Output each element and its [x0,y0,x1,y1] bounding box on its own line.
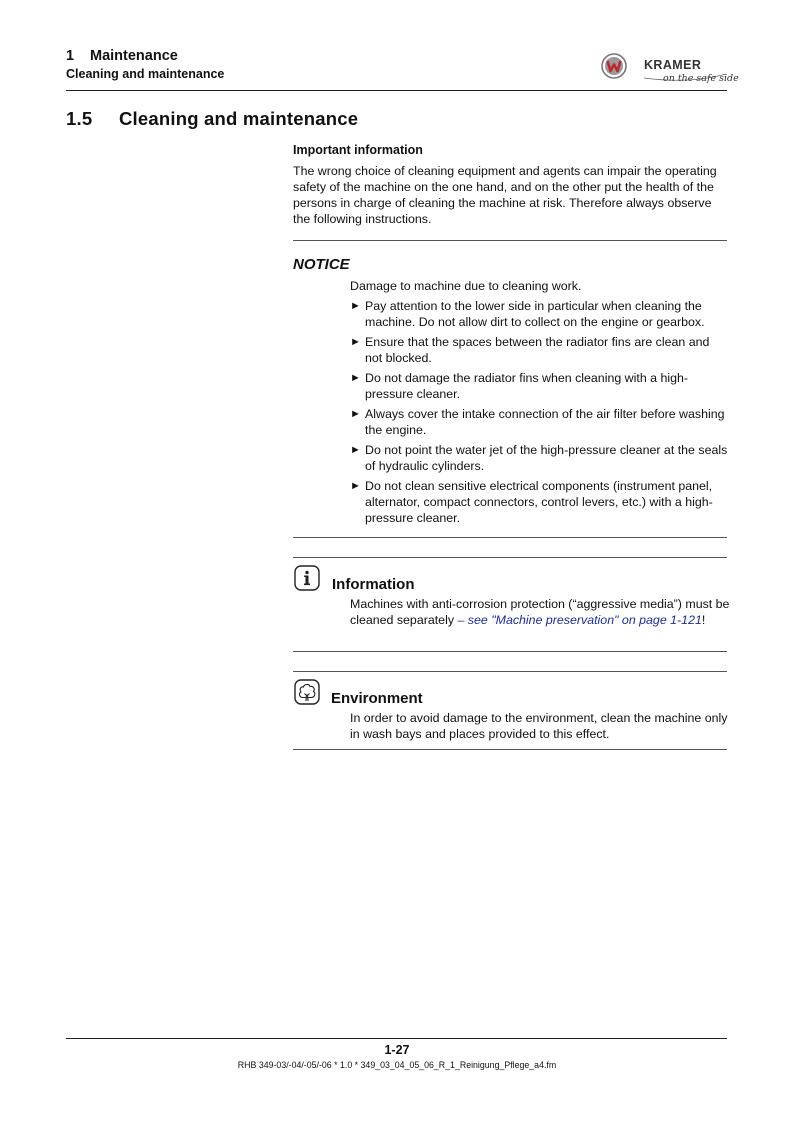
machine-preservation-link[interactable]: – see "Machine preservation" on page 1-121 [457,613,702,627]
chapter-heading [66,48,178,64]
tree-icon [294,679,320,705]
bullet-icon: ► [350,480,361,492]
important-text: The wrong choice of cleaning equipment and agents can impair the operating safety of the machine on the one hand, and on the other put the health of the persons in charge of cleaning the machine at risk. Therefore always observe the following instructions. [293,164,717,226]
notice-list [350,298,730,530]
header-subtitle: Cleaning and maintenance [66,67,225,81]
chapter-number: 1 [66,48,75,64]
environment-title: Environment [331,690,423,707]
bullet-icon: ► [350,408,361,420]
bullet-icon: ► [350,372,361,384]
list-item: ► Do not damage the radiator fins when cleaning with a high-pressure cleaner. [350,371,689,401]
divider [293,749,727,750]
document-reference: RHB 349-03/-04/-05/-06 * 1.0 * 349_03_04_05_06_R_1_Reinigung_Pflege_a4.fm [237,1060,557,1070]
list-item: ► Ensure that the spaces between the radiator fins are clean and not blocked. [350,335,710,365]
logo-tagline: on the safe side [663,73,739,84]
bullet-icon: ► [350,336,361,348]
list-item: ► Do not point the water jet of the high-pressure cleaner at the seals of hydraulic cylinders. [350,443,728,473]
notice-text: Damage to machine due to cleaning work. [350,279,582,293]
bullet-icon: ► [350,300,361,312]
section-title: Cleaning and maintenance [119,108,359,129]
page-number: 1-27 [384,1043,410,1057]
footer-divider [66,1038,727,1039]
divider [293,671,727,672]
information-text: Machines with anti-corrosion protection (“aggressive media”) must be cleaned separately – see "Machine preservation" on page 1-121! [350,597,730,627]
list-item: ► Always cover the intake connection of the air filter before washing the engine. [350,407,725,437]
header-divider [66,90,727,91]
environment-text: In order to avoid damage to the environment, clean the machine only in wash bays and places provided to this effect. [350,711,728,741]
information-title: Information [332,576,415,593]
divider [293,651,727,652]
divider [293,537,727,538]
list-item: ► Pay attention to the lower side in particular when cleaning the machine. Do not allow dirt to collect on the engine or gearbox. [350,299,705,329]
important-heading: Important information [293,143,423,157]
logo-wordmark: KRAMER [644,58,702,72]
chapter-title: Maintenance [90,48,178,64]
info-icon [294,565,320,591]
list-item: ► Do not clean sensitive electrical components (instrument panel, alternator, compact connectors, control levers, etc.) with a high-pressure cleaner. [350,479,713,525]
divider [293,240,727,241]
notice-title: NOTICE [293,256,350,273]
divider [293,557,727,558]
section-heading [66,108,358,130]
section-number: 1.5 [66,108,93,129]
bullet-icon: ► [350,444,361,456]
